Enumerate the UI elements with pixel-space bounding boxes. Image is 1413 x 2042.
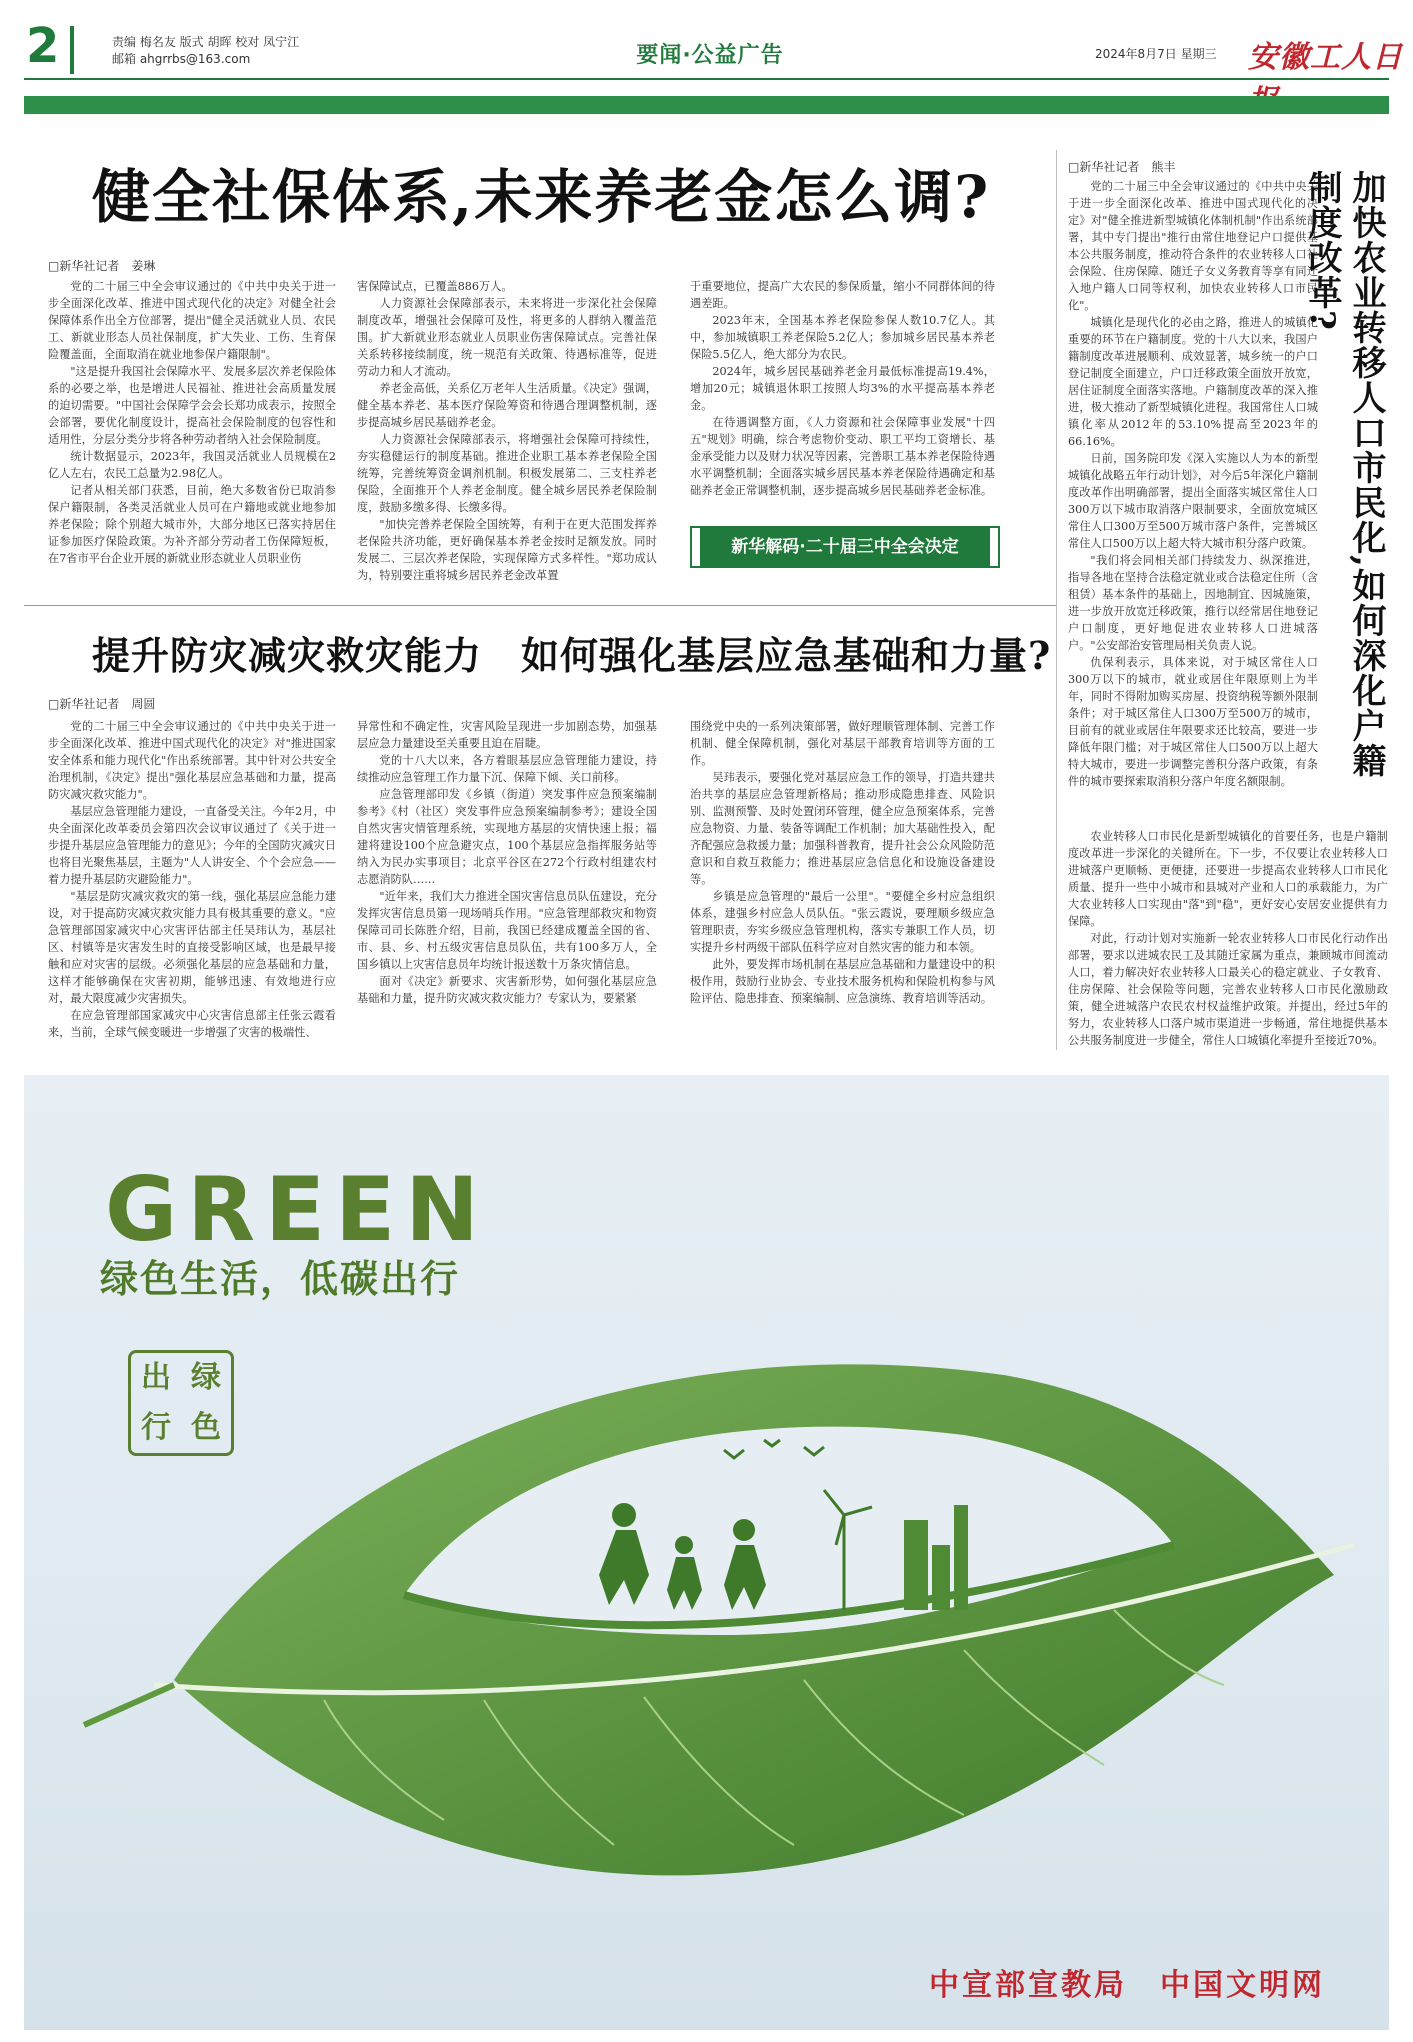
paragraph: 害保障试点，已覆盖886万人。 [357,280,513,293]
staff-email: 邮箱 ahgrrbs@163.com [112,52,251,66]
paragraph: 仇保利表示，具体来说，对于城区常住人口300万以下的城市，就业或居住年限原则上为半年，同时不得附加购买房屋、投资纳税等额外限制条件；对于城区常住人口300万至500万的城市，目前有的就业或居住年限要求还比较高，要进一步降低年限门槛；对于城区常住人口500万以上超大特大城市，要进一步调整完善积分落户政策，有条件的城市要探索取消积分落户年度名额限制。 [1068,656,1318,788]
paragraph: 党的二十届三中全会审议通过的《中共中央关于进一步全面深化改革、推进中国式现代化的决定》对健全社会保障体系作出全方位部署，提出"健全灵活就业人员、农民工、新就业形态人员社保制度，扩大失业、工伤、生育保险覆盖面，全面取消在就业地参保户籍限制"。 [48,280,336,361]
paragraph: "我们将会同相关部门持续发力、纵深推进，指导各地在坚持合法稳定就业或合法稳定住所（含租赁）基本条件的基础上，因地制宜、因城施策，进一步放开放宽迁移政策，推行以经常居住地登记户口制度，更好地促进农业转移人口进城落户。"公安部治安管理局相关负责人说。 [1068,554,1318,652]
paragraph: 党的二十届三中全会审议通过的《中共中央关于进一步全面深化改革、推进中国式现代化的决定》对"推进国家安全体系和能力现代化"作出系统部署。其中针对公共安全治理机制，《决定》提出"强化基层应急基础和力量，提高防灾减灾救灾能力"。 [48,720,336,801]
header-rule [24,78,1389,80]
paragraph: 农业转移人口市民化是新型城镇化的首要任务，也是户籍制度改革进一步深化的关键所在。下一步，不仅要让农业转移人口进城落户更顺畅、更便捷，还要进一步提高农业转移人口市民化质量、提升一些中小城市和县城对产业和人口的承载能力，为广大农业转移人口实现由"落"到"稳"，更好安心安居安业提供有力保障。 [1068,830,1388,928]
article2-col2 [357,718,657,1007]
page-number-divider [70,26,74,74]
paragraph: "基层是防灾减灾救灾的第一线，强化基层应急能力建设，对于提高防灾减灾救灾能力具有极其重要的意义。"应急管理部国家减灾中心灾害评估部主任吴玮认为，基层社区、村镇等是灾害发生时的直接受影响区域，也是最早接触和应对灾害的层级。必须强化基层的应急基础和力量，这样才能够确保在灾害初期，能够迅速、有效地进行应对，最大限度减少灾害损失。 [48,890,336,1005]
seal-char: 行 [141,1410,171,1445]
seal-char: 绿 [191,1360,221,1395]
paragraph: 乡镇是应急管理的"最后一公里"。"要健全乡村应急组织体系，建强乡村应急人员队伍。"张云霞说，要理顺乡级应急管理职责，夯实乡级应急管理机构，落实专兼职工作人员，切实提升乡村两级干部队伍科学应对自然灾害的能力和本领。 [690,890,995,954]
paragraph: "这是提升我国社会保障水平、发展多层次养老保险体系的必要之举，也是增进人民福祉、推进社会高质量发展的迫切需要。"中国社会保障学会会长郑功成表示，按照全会部署，要优化制度设计，提高社会保险制度的包容性和适用性，分层分类分步将各种劳动者纳入社会保险制度。 [48,365,336,446]
article3-title: 加快农业转移人口市民化,如何深化户籍制度改革? [1302,170,1386,778]
page-number: 2 [26,18,60,74]
paragraph: 对此，行动计划对实施新一轮农业转移人口市民化行动作出部署，要求以进城农民工及其随迁家属为重点，兼顾城市间流动人口，着力解决好农业转移人口最关心的稳定就业、子女教育、住房保障、社会保险等问题，完善农业转移人口市民化激励政策，健全进城落户农民农村权益维护政策。并提出，经过5年的努力，农业转移人口落户城市渠道进一步畅通，常住地提供基本公共服务制度进一步健全，常住人口城镇化率提升至接近70%。 [1068,932,1388,1047]
header-band [24,96,1389,114]
article2-byline: □新华社记者 周圆 [48,697,156,711]
article2-col3 [690,718,995,1007]
paragraph: 应急管理部印发《乡镇（街道）突发事件应急预案编制参考》《村（社区）突发事件应急预案编制参考》；建设全国自然灾害灾情管理系统，实现地方基层的灾情快速上报；福建将建设100个应急避灾点，100个基层应急指挥服务站等纳入为民办实事项目；北京平谷区在272个行政村组建农村志愿消防队…… [357,788,657,886]
paragraph: 在应急管理部国家减灾中心灾害信息部主任张云霞看来，当前，全球气候变暖进一步增强了灾害的极端性、 [48,1009,336,1039]
article1-col2 [357,278,657,584]
seal-char: 出 [141,1360,171,1395]
ad-seal [128,1350,234,1456]
issue-date: 2024年8月7日 星期三 [1095,47,1217,61]
paragraph: 党的十八大以来，各方着眼基层应急管理能力建设，持续推动应急管理工作力量下沉、保障下倾、关口前移。 [357,754,657,784]
paragraph: 记者从相关部门获悉，目前，绝大多数省份已取消参保户籍限制，各类灵活就业人员可在户籍地或就业地参加养老保险；除个别超大城市外，大部分地区已落实持居住证参加医疗保险政策。为补齐部分劳动者工伤保障短板，在7省市平台企业开展的新就业形态就业人员职业伤 [48,484,336,565]
ad-sponsor: 中宣部宣教局 中国文明网 [929,1968,1325,2003]
staff-editors: 责编 梅名友 版式 胡晖 校对 凤宁江 [112,35,300,49]
seal-char: 色 [191,1410,221,1445]
article2-col1 [48,718,336,1041]
paragraph: 基层应急管理能力建设，一直备受关注。今年2月，中央全面深化改革委员会第四次会议审议通过了《关于进一步提升基层应急管理能力的意见》；今年的全国防灾减灾日也将目光聚焦基层，主题为"人人讲安全、个个会应急——着力提升基层防灾避险能力"。 [48,805,336,886]
column-separator [1056,150,1057,1050]
paragraph: "近年来，我们大力推进全国灾害信息员队伍建设，充分发挥灾害信息员第一现场哨兵作用。"应急管理部救灾和物资保障司司长陈胜介绍，目前，我国已经建成覆盖全国的省、市、县、乡、村五级灾害信息员队伍，共有100多万人，全国乡镇以上灾害信息员年均统计报送数十万条灾情信息。 [357,890,657,971]
ad-headline: GREEN [105,1158,489,1261]
paragraph: 养老金高低，关系亿万老年人生活质量。《决定》强调，健全基本养老、基本医疗保险筹资和待遇合理调整机制，逐步提高城乡居民基础养老金。 [357,382,657,429]
paragraph: 2024年，城乡居民基础养老金月最低标准提高19.4%，增加20元；城镇退休职工按照人均3%的水平提高基本养老金。 [690,365,995,412]
paragraph: 围绕党中央的一系列决策部署，做好理顺管理体制、完善工作机制、健全保障机制，强化对基层干部教育培训等方面的工作。 [690,720,995,767]
article1-col1 [48,278,336,567]
article1-title: 健全社保体系,未来养老金怎么调? [92,163,991,231]
article-divider [24,605,1056,606]
paragraph: 城镇化是现代化的必由之路，推进人的城镇化重要的环节在户籍制度。党的十八大以来，我国户籍制度改革进展顺利、成效显著，城乡统一的户口登记制度全面建立，户口迁移政策全面放开放宽，居住证制度全面落实落地。户籍制度改革的深入推进，极大推动了新型城镇化进程。我国常住人口城镇化率从2012年的53.10%提高至2023年的66.16%。 [1068,316,1318,448]
paragraph: 党的二十届三中全会审议通过的《中共中央关于进一步全面深化改革、推进中国式现代化的决定》对"健全推进新型城镇化体制机制"作出系统部署，其中专门提出"推行由常住地登记户口提供基本公共服务制度，推动符合条件的农业转移人口社会保险、住房保障、随迁子女义务教育等享有同迁入地户籍人口同等权利，加快农业转移人口市民化"。 [1068,180,1318,312]
section-title: 要闻·公益广告 [636,43,784,68]
paragraph: 吴玮表示，要强化党对基层应急工作的领导，打造共建共治共享的基层应急管理新格局；推动形成隐患排查、风险识别、监测预警、及时处置闭环管理，健全应急预案体系，完善应急物资、力量、装备等调配工作机制；加大基础性投入，配齐配强应急救援力量；加强科普教育，提升社会公众风险防范意识和自救互救能力；推进基层应急信息化和设施设备建设等。 [690,771,995,886]
leaf-stem [84,1685,174,1725]
paragraph: 人力资源社会保障部表示，将增强社会保障可持续性，夯实稳健运行的制度基础。推进企业职工基本养老保险全国统筹，完善统筹资金调剂机制。积极发展第二、三支柱养老保险，全面推开个人养老金制度。健全城乡居民养老保险制度，鼓励多缴多得、长缴多得。 [357,433,657,514]
masthead-logo: 安徽工人日 [1248,40,1403,75]
paragraph: 在待遇调整方面，《人力资源和社会保障事业发展"十四五"规划》明确，综合考虑物价变动、职工平均工资增长、基金承受能力以及财力状况等因素，完善职工基本养老保险待遇水平调整机制；全面落实城乡居民基本养老保险待遇确定和基础养老金正常调整机制，逐步提高城乡居民基础养老金标准。 [690,416,995,497]
article1-byline: □新华社记者 姜琳 [48,259,156,273]
paragraph: 统计数据显示，2023年，我国灵活就业人员规模在2亿人左右，农民工总量为2.98亿人。 [48,450,336,480]
paragraph: 人力资源社会保障部表示，未来将进一步深化社会保障制度改革，增强社会保障可及性，将更多的人群纳入覆盖范围。扩大新就业形态就业人员职业伤害保障试点。完善社保关系转移接续制度，统一规范有关政策、待遇标准等，促进劳动力和人才流动。 [357,297,657,378]
article3-col-top [1068,178,1318,790]
paragraph: 此外，要发挥市场机制在基层应急基础和力量建设中的积极作用，鼓励行业协会、专业技术服务机构和保险机构参与风险评估、隐患排查、预案编制、应急演练、教育培训等活动。 [690,958,995,1005]
paragraph: 于重要地位，提高广大农民的参保质量，缩小不同群体间的待遇差距。 [690,280,995,310]
article1-col3 [690,278,995,499]
article2-title: 提升防灾减灾救灾能力 如何强化基层应急基础和力量? [92,633,1052,678]
article3-byline: □新华社记者 熊丰 [1068,160,1176,174]
column-badge: 新华解码·二十届三中全会决定 [700,527,990,567]
staff-info [112,34,299,68]
paragraph: 异常性和不确定性，灾害风险呈现进一步加剧态势，加强基层应急力量建设至关重要且迫在眉睫。 [357,720,657,750]
paragraph: 2023年末，全国基本养老保险参保人数10.7亿人。其中，参加城镇职工养老保险5.2亿人；参加城乡居民基本养老保险5.5亿人，绝大部分为农民。 [690,314,995,361]
paragraph: 面对《决定》新要求、灾害新形势，如何强化基层应急基础和力量，提升防灾减灾救灾能力？专家认为，要紧紧 [357,975,657,1005]
ad-slogan: 绿色生活，低碳出行 [100,1257,461,1301]
paragraph: "加快完善养老保险全国统筹，有利于在更大范围发挥养老保险共济功能，更好确保基本养老金按时足额发放。同时发展二、三层次养老保险，实现保障方式多样性。"郑功成认为，特别要注重将城乡居民养老金改革置 [357,518,657,582]
article3-col-bottom [1068,828,1388,1049]
paragraph: 日前，国务院印发《深入实施以人为本的新型城镇化战略五年行动计划》，对今后5年深化户籍制度改革作出明确部署，提出全面落实城区常住人口300万以下城市取消落户限制要求，全面放宽城区常住人口300万至500万城市落户条件，完善城区常住人口500万以上超大特大城市积分落户政策。 [1068,452,1318,550]
